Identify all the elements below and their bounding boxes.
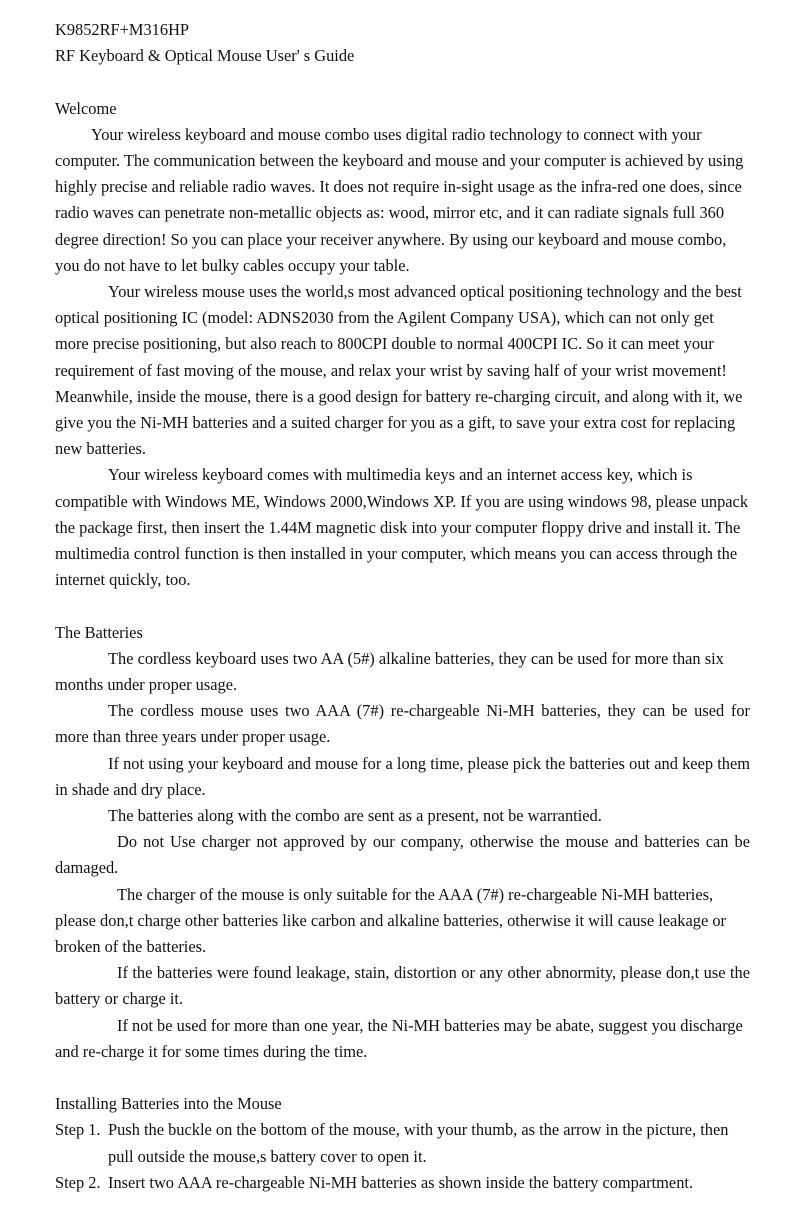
step-1-text: Push the buckle on the bottom of the mouse, with your thumb, as the arrow in the picture, then pull outside the mouse,s battery cover to open it. xyxy=(108,1120,729,1166)
step-2 xyxy=(55,1170,750,1196)
welcome-paragraph-3: Your wireless keyboard comes with multimedia keys and an internet access key, which is compatible with Windows ME, Windows 2000,Windows XP. If you are using windows 98, please unpack the package first, then insert the 1.44M magnetic disk into your computer floppy drive and install it. The multimedia control function is then installed in your computer, which means you can access through the internet quickly, too. xyxy=(55,465,749,590)
batteries-paragraph-5: Do not Use charger not approved by our company, otherwise the mouse and batteries can be damaged. xyxy=(55,832,750,878)
batteries-paragraph-7: If the batteries were found leakage, stain, distortion or any other abnormity, please don,t use the battery or charge it. xyxy=(55,963,750,1009)
batteries-paragraph-3: If not using your keyboard and mouse for a long time, please pick the batteries out and keep them in shade and dry place. xyxy=(55,753,750,799)
batteries-paragraph-6: The charger of the mouse is only suitable for the AAA (7#) re-chargeable Ni-MH batteries, please don,t charge other batteries like carbon and alkaline batteries, otherwise it will cause leakage or broken of the batteries. xyxy=(55,884,726,957)
step-2-label: Step 2. xyxy=(55,1172,101,1192)
model-number: K9852RF+M316HP xyxy=(55,20,190,39)
batteries-paragraph-2: The cordless mouse uses two AAA (7#) re-chargeable Ni-MH batteries, they can be used for more than three years under proper usage. xyxy=(55,701,750,747)
step-2-text: Insert two AAA re-chargeable Ni-MH batteries as shown inside the battery compartment. xyxy=(108,1172,694,1192)
blank-line xyxy=(55,69,750,95)
installing-section xyxy=(55,1091,750,1196)
batteries-heading: The Batteries xyxy=(55,622,143,642)
welcome-heading: Welcome xyxy=(55,98,117,118)
welcome-paragraph-2: Your wireless mouse uses the world,s most advanced optical positioning technology and the best optical positioning IC (model: ADNS2030 from the Agilent Company USA), which can not only get more precise positioning, but also reach to 800CPI double to normal 400CPI IC. So it can meet your requirement of fast moving of the mouse, and relax your wrist by saving half of your wrist movement! Meanwhile, inside the mouse, there is a good design for battery re-charging circuit, and along with it, we give you the Ni-MH batteries and a suited charger for you as a gift, to save your extra cost for replacing new batteries. xyxy=(55,282,743,459)
step-1 xyxy=(55,1117,750,1169)
blank-line xyxy=(55,593,750,619)
welcome-paragraph-1: Your wireless keyboard and mouse combo uses digital radio technology to connect with your computer. The communication between the keyboard and mouse and your computer is achieved by using highly precise and reliable radio waves. It does not require in-sight usage as the infra-red one does, since radio waves can penetrate non-metallic objects as: wood, mirror etc, and it can radiate signals full 360 degree direction! So you can place your receiver anywhere. By using our keyboard and mouse combo, you do not have to let bulky cables occupy your table. xyxy=(55,124,744,275)
welcome-section xyxy=(55,96,750,594)
installing-heading: Installing Batteries into the Mouse xyxy=(55,1094,282,1114)
step-1-label: Step 1. xyxy=(55,1120,101,1140)
guide-title: RF Keyboard & Optical Mouse User' s Guide xyxy=(55,46,355,66)
batteries-section xyxy=(55,620,750,1065)
batteries-paragraph-8: If not be used for more than one year, the Ni-MH batteries may be abate, suggest you discharge and re-charge it for some times during the time. xyxy=(55,1015,743,1061)
batteries-paragraph-1: The cordless keyboard uses two AA (5#) alkaline batteries, they can be used for more than six months under proper usage. xyxy=(55,648,724,695)
batteries-paragraph-4: The batteries along with the combo are sent as a present, not be warrantied. xyxy=(108,806,602,826)
blank-line xyxy=(55,1065,750,1091)
